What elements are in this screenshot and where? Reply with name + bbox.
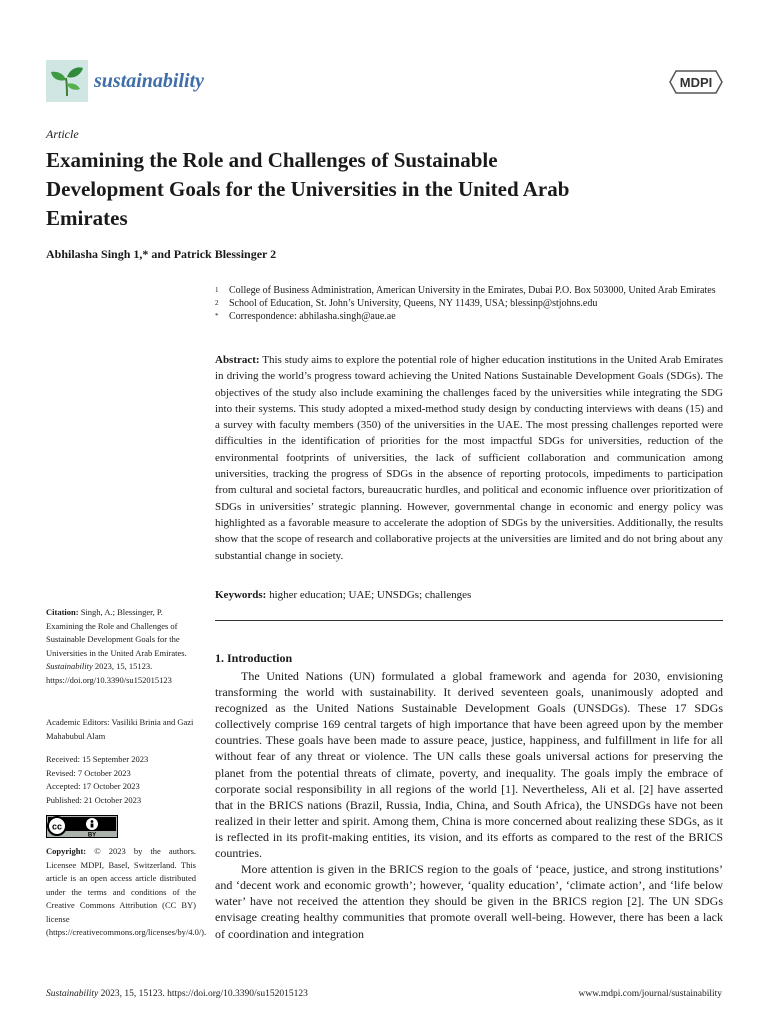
journal-logo — [46, 60, 88, 102]
paragraph: More attention is given in the BRICS region to the goals of ‘peace, justice, and strong institutions’ and ‘decent work and economic growth’; however, ‘quality education’, ‘climate action’, and ‘life below water’ have not received the attention they should be given in the BRICS region [2]. The UN SDGs envisage creating healthy communities that promote overall well-being. However, there has been a lack of coordination and integration — [215, 862, 723, 941]
affiliation-text: Correspondence: abhilasha.singh@aue.ae — [229, 311, 396, 322]
affiliation-text: College of Business Administration, American University in the Emirates, Dubai P.O. Box 503000, United Arab Emirates — [229, 285, 716, 296]
article-title: Examining the Role and Challenges of Sustainable Development Goals for the Universities in the United Arab Emirates — [46, 148, 570, 230]
paragraph: The United Nations (UN) formulated a global framework and agenda for 2030, envisioning transforming the world with sustainability. It derived seventeen goals, unanimously adopted and recognized as the United Nations Sustainable Development Goals (UNSDGs). These 17 SDGs collectively comprise 169 central targets of high importance that have been agreed upon by the member countries. These goals have been made to assure peace, justice, happiness, and fulfillment in life for all without fear of any threat or violence. The UN calls these goals universal actions for preserving the planet from the potential threats of climate, poverty, and inequality. The goals imply the embrace of corporate social responsibility in all regions of the world [1]. Nevertheless, Ali et al. [2] have asserted that in the BRICS nations (Brazil, Russia, India, China, and South Africa), the UNSDGs have not been realized in their letter and spirit. Among them, China is more concerned about realizing these SDGs, as it is reflected in its profit-making entities, its vision, and its efforts as compared to the rest of the BRICS countries. — [215, 669, 723, 861]
citation-journal: Sustainability — [46, 661, 93, 671]
affiliation-text: School of Education, St. John’s University, Queens, NY 11439, USA; blessinp@stjohns.edu — [229, 298, 598, 309]
abstract-label: Abstract: — [215, 354, 260, 366]
affiliation-item — [215, 297, 727, 310]
affiliation-item — [215, 284, 727, 297]
mdpi-logo — [668, 67, 724, 97]
leaf-sprout-icon — [46, 60, 88, 102]
section-divider — [215, 620, 723, 621]
affiliation-mark: * — [215, 312, 219, 320]
copyright-label: Copyright: — [46, 846, 87, 856]
footer-citation-text[interactable]: 2023, 15, 15123. https://doi.org/10.3390/su152015123 — [100, 989, 308, 999]
affiliation-mark: 2 — [215, 299, 219, 307]
publication-dates — [46, 753, 196, 807]
section-heading-introduction: 1. Introduction — [215, 651, 293, 665]
abstract-text: This study aims to explore the potential role of higher education institutions in the United Arab Emirates in driving the world’s progress toward achieving the United Nations Sustainable Development Goals (SDGs). The objectives of the study also include examining the challenges faced by the universities while integrating the SDG into their systems. This study adopted a mixed-method study design by conducting interviews with deans (15) and a survey with faculty members (350) of the universities in the UAE. The most pressing challenges reported were difficulties in the identification of priorities for the most impactful SDGs for universities, reduction of the environmental footprints of universities, the lack of sufficient collaboration and communication among universities, tracking the progress of SDGs in the absence of reporting protocols, impediments to participation from cultural and societal factors, bureaucratic hurdles, and political and economic influence over prioritization of SDGs in universities’ strategic planning. However, governmental change in economic and energy policy was highlighted as a favorable measure to accelerate the adoption of SDGs by the universities. Additionally, the results show that the scope of research and collaborative projects at the universities are limited and do not bring about any substantial change in society. — [215, 354, 723, 562]
keywords — [215, 589, 723, 601]
citation-text: Singh, A.; Blessinger, P. Examining the Role and Challenges of Sustainable Development Goals for the Universities in the United Arab Emirates. — [46, 607, 187, 658]
footer-citation — [46, 989, 308, 999]
abstract — [215, 352, 723, 564]
academic-editors: Academic Editors: Vasiliki Brinia and Gazi Mahabubul Alam — [46, 717, 194, 741]
svg-text:cc: cc — [51, 821, 63, 832]
affiliations — [215, 284, 727, 323]
date-received: Received: 15 September 2023 — [46, 754, 149, 764]
keywords-label: Keywords: — [215, 589, 267, 601]
cc-by-label: BY — [87, 832, 97, 838]
date-revised: Revised: 7 October 2023 — [46, 767, 131, 778]
mdpi-logo-text: MDPI — [679, 75, 713, 90]
article-type: Article — [46, 127, 79, 141]
citation-block — [46, 606, 196, 687]
footer-journal: Sustainability — [46, 989, 99, 999]
copyright-text: © 2023 by the authors. Licensee MDPI, Basel, Switzerland. This article is an open access article distributed under the terms and conditions of the Creative Commons Attribution (CC BY) license (https://creativecommons.org/licenses/by/4.0/). — [46, 846, 207, 937]
journal-name: sustainability — [94, 70, 205, 92]
introduction-body — [215, 668, 723, 942]
copyright-notice — [46, 845, 207, 940]
citation-label: Citation: — [46, 607, 79, 617]
keywords-text: higher education; UAE; UNSDGs; challenges — [269, 589, 472, 601]
affiliation-mark: 1 — [215, 286, 219, 294]
cc-by-badge[interactable] — [46, 815, 118, 838]
affiliation-item — [215, 310, 727, 323]
citation-tail: 2023, 15, 15123. https://doi.org/10.3390/su152015123 — [46, 661, 172, 685]
author-list: Abhilasha Singh 1,* and Patrick Blessinger 2 — [46, 247, 277, 261]
date-published: Published: 21 October 2023 — [46, 794, 142, 805]
footer-journal-url[interactable]: www.mdpi.com/journal/sustainability — [578, 989, 722, 999]
date-accepted: Accepted: 17 October 2023 — [46, 781, 140, 791]
